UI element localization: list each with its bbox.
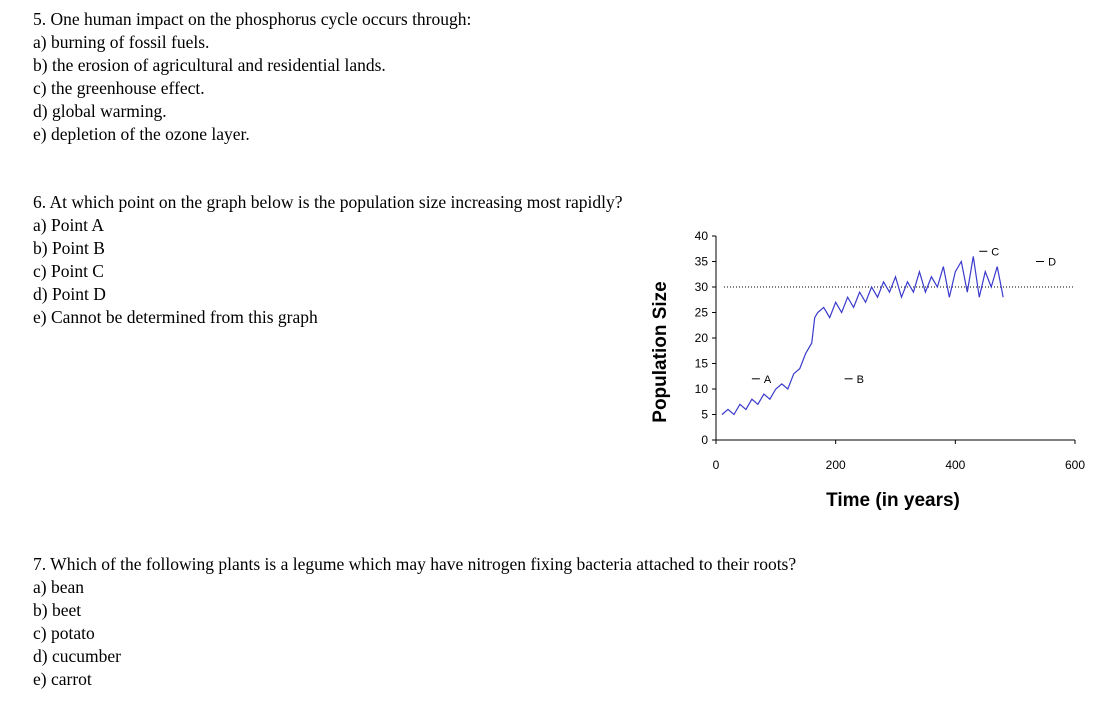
question-6-option-b: b) Point B (33, 238, 105, 258)
question-7-option-b: b) beet (33, 600, 82, 620)
point-label-d: D (1048, 256, 1057, 269)
population-chart (640, 222, 1100, 522)
question-5-option-d: d) global warming. (33, 101, 167, 121)
y-tick-label: 35 (694, 254, 708, 269)
question-7-option-c: c) potato (33, 623, 95, 643)
question-7-option-a: a) bean (33, 577, 85, 597)
y-tick-label: 0 (701, 433, 708, 447)
x-tick-label: 600 (1064, 458, 1086, 472)
question-6-option-e: e) Cannot be determined from this graph (33, 307, 318, 327)
x-tick-label: 200 (825, 458, 846, 472)
question-5-option-a: a) burning of fossil fuels. (33, 32, 210, 52)
question-6-text: 6. At which point on the graph below is the population size increasing most rapidly? (33, 192, 623, 212)
question-5-option-b: b) the erosion of agricultural and residential lands. (33, 55, 386, 75)
question-5-text: 5. One human impact on the phosphorus cycle occurs through: (33, 9, 472, 29)
y-tick-label: 10 (694, 382, 708, 396)
question-5-option-c: c) the greenhouse effect. (33, 78, 205, 98)
y-tick-label: 30 (694, 280, 708, 294)
question-6-option-a: a) Point A (33, 215, 104, 235)
question-5 (33, 8, 471, 146)
y-tick-label: 20 (694, 331, 708, 345)
x-tick-label: 400 (945, 458, 966, 472)
x-axis-label: Time (in years) (826, 490, 960, 511)
question-7-option-e: e) carrot (33, 669, 92, 689)
point-label-b: B (856, 373, 864, 386)
question-6-option-d: d) Point D (33, 284, 106, 304)
y-axis-label: Population Size (650, 281, 671, 423)
question-6-option-c: c) Point C (33, 261, 104, 281)
y-tick-label: 5 (701, 407, 708, 422)
y-tick-label: 25 (694, 305, 708, 320)
question-7-option-d: d) cucumber (33, 646, 121, 666)
y-tick-label: 40 (694, 229, 708, 243)
point-label-a: A (763, 373, 772, 386)
x-tick-label: 0 (712, 458, 720, 472)
population-series-line (722, 256, 1003, 414)
plot-area (695, 229, 1086, 472)
question-7 (33, 553, 796, 691)
question-6 (33, 191, 623, 329)
question-7-text: 7. Which of the following plants is a legume which may have nitrogen fixing bacteria attached to their roots? (33, 554, 797, 574)
point-label-c: C (991, 246, 1000, 259)
question-5-option-e: e) depletion of the ozone layer. (33, 124, 250, 144)
y-tick-label: 15 (694, 356, 708, 371)
